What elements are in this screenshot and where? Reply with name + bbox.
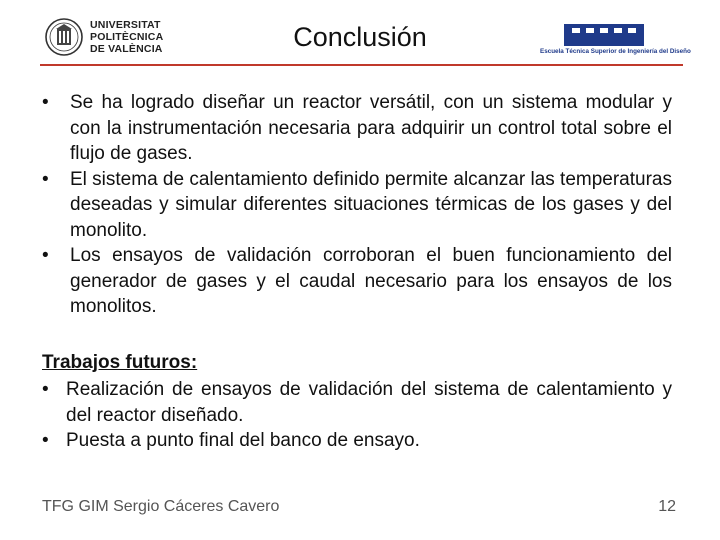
conclusion-item: • Se ha logrado diseñar un reactor versátil, con un sistema modular y con la instrumentación necesaria para adquirir un control total sobre el flujo de gases. bbox=[42, 90, 672, 167]
upv-logo bbox=[44, 16, 174, 60]
conclusion-item: • Los ensayos de validación corroboran el buen funcionamiento del generador de gases y el caudal necesario para los ensayos de los monolitos. bbox=[42, 243, 672, 320]
footer-author: TFG GIM Sergio Cáceres Cavero bbox=[42, 498, 280, 515]
school-logo-mark bbox=[564, 24, 644, 46]
future-work-heading: Trabajos futuros: bbox=[42, 352, 198, 373]
school-name: Escuela Técnica Superior de Ingeniería del Diseño bbox=[540, 48, 691, 55]
university-name bbox=[90, 19, 176, 55]
future-work-list bbox=[42, 377, 672, 454]
university-name-line-2: POLITÈCNICA bbox=[90, 31, 164, 43]
university-name-line-1: UNIVERSITAT bbox=[90, 19, 161, 31]
school-logo bbox=[540, 20, 691, 60]
slide-title: Conclusión bbox=[293, 22, 427, 52]
conclusions-list bbox=[42, 90, 672, 320]
future-work-item: • Puesta a punto final del banco de ensayo. bbox=[42, 428, 672, 454]
university-seal-icon bbox=[44, 16, 84, 58]
conclusion-item: • El sistema de calentamiento definido permite alcanzar las temperaturas deseadas y simular diferentes situaciones térmicas de los gases y del monolito. bbox=[42, 167, 672, 244]
header-divider bbox=[40, 64, 683, 66]
future-work-item: • Realización de ensayos de validación del sistema de calentamiento y del reactor diseñado. bbox=[42, 377, 672, 428]
university-name-line-3: DE VALÈNCIA bbox=[90, 43, 163, 55]
page-number: 12 bbox=[658, 498, 676, 515]
